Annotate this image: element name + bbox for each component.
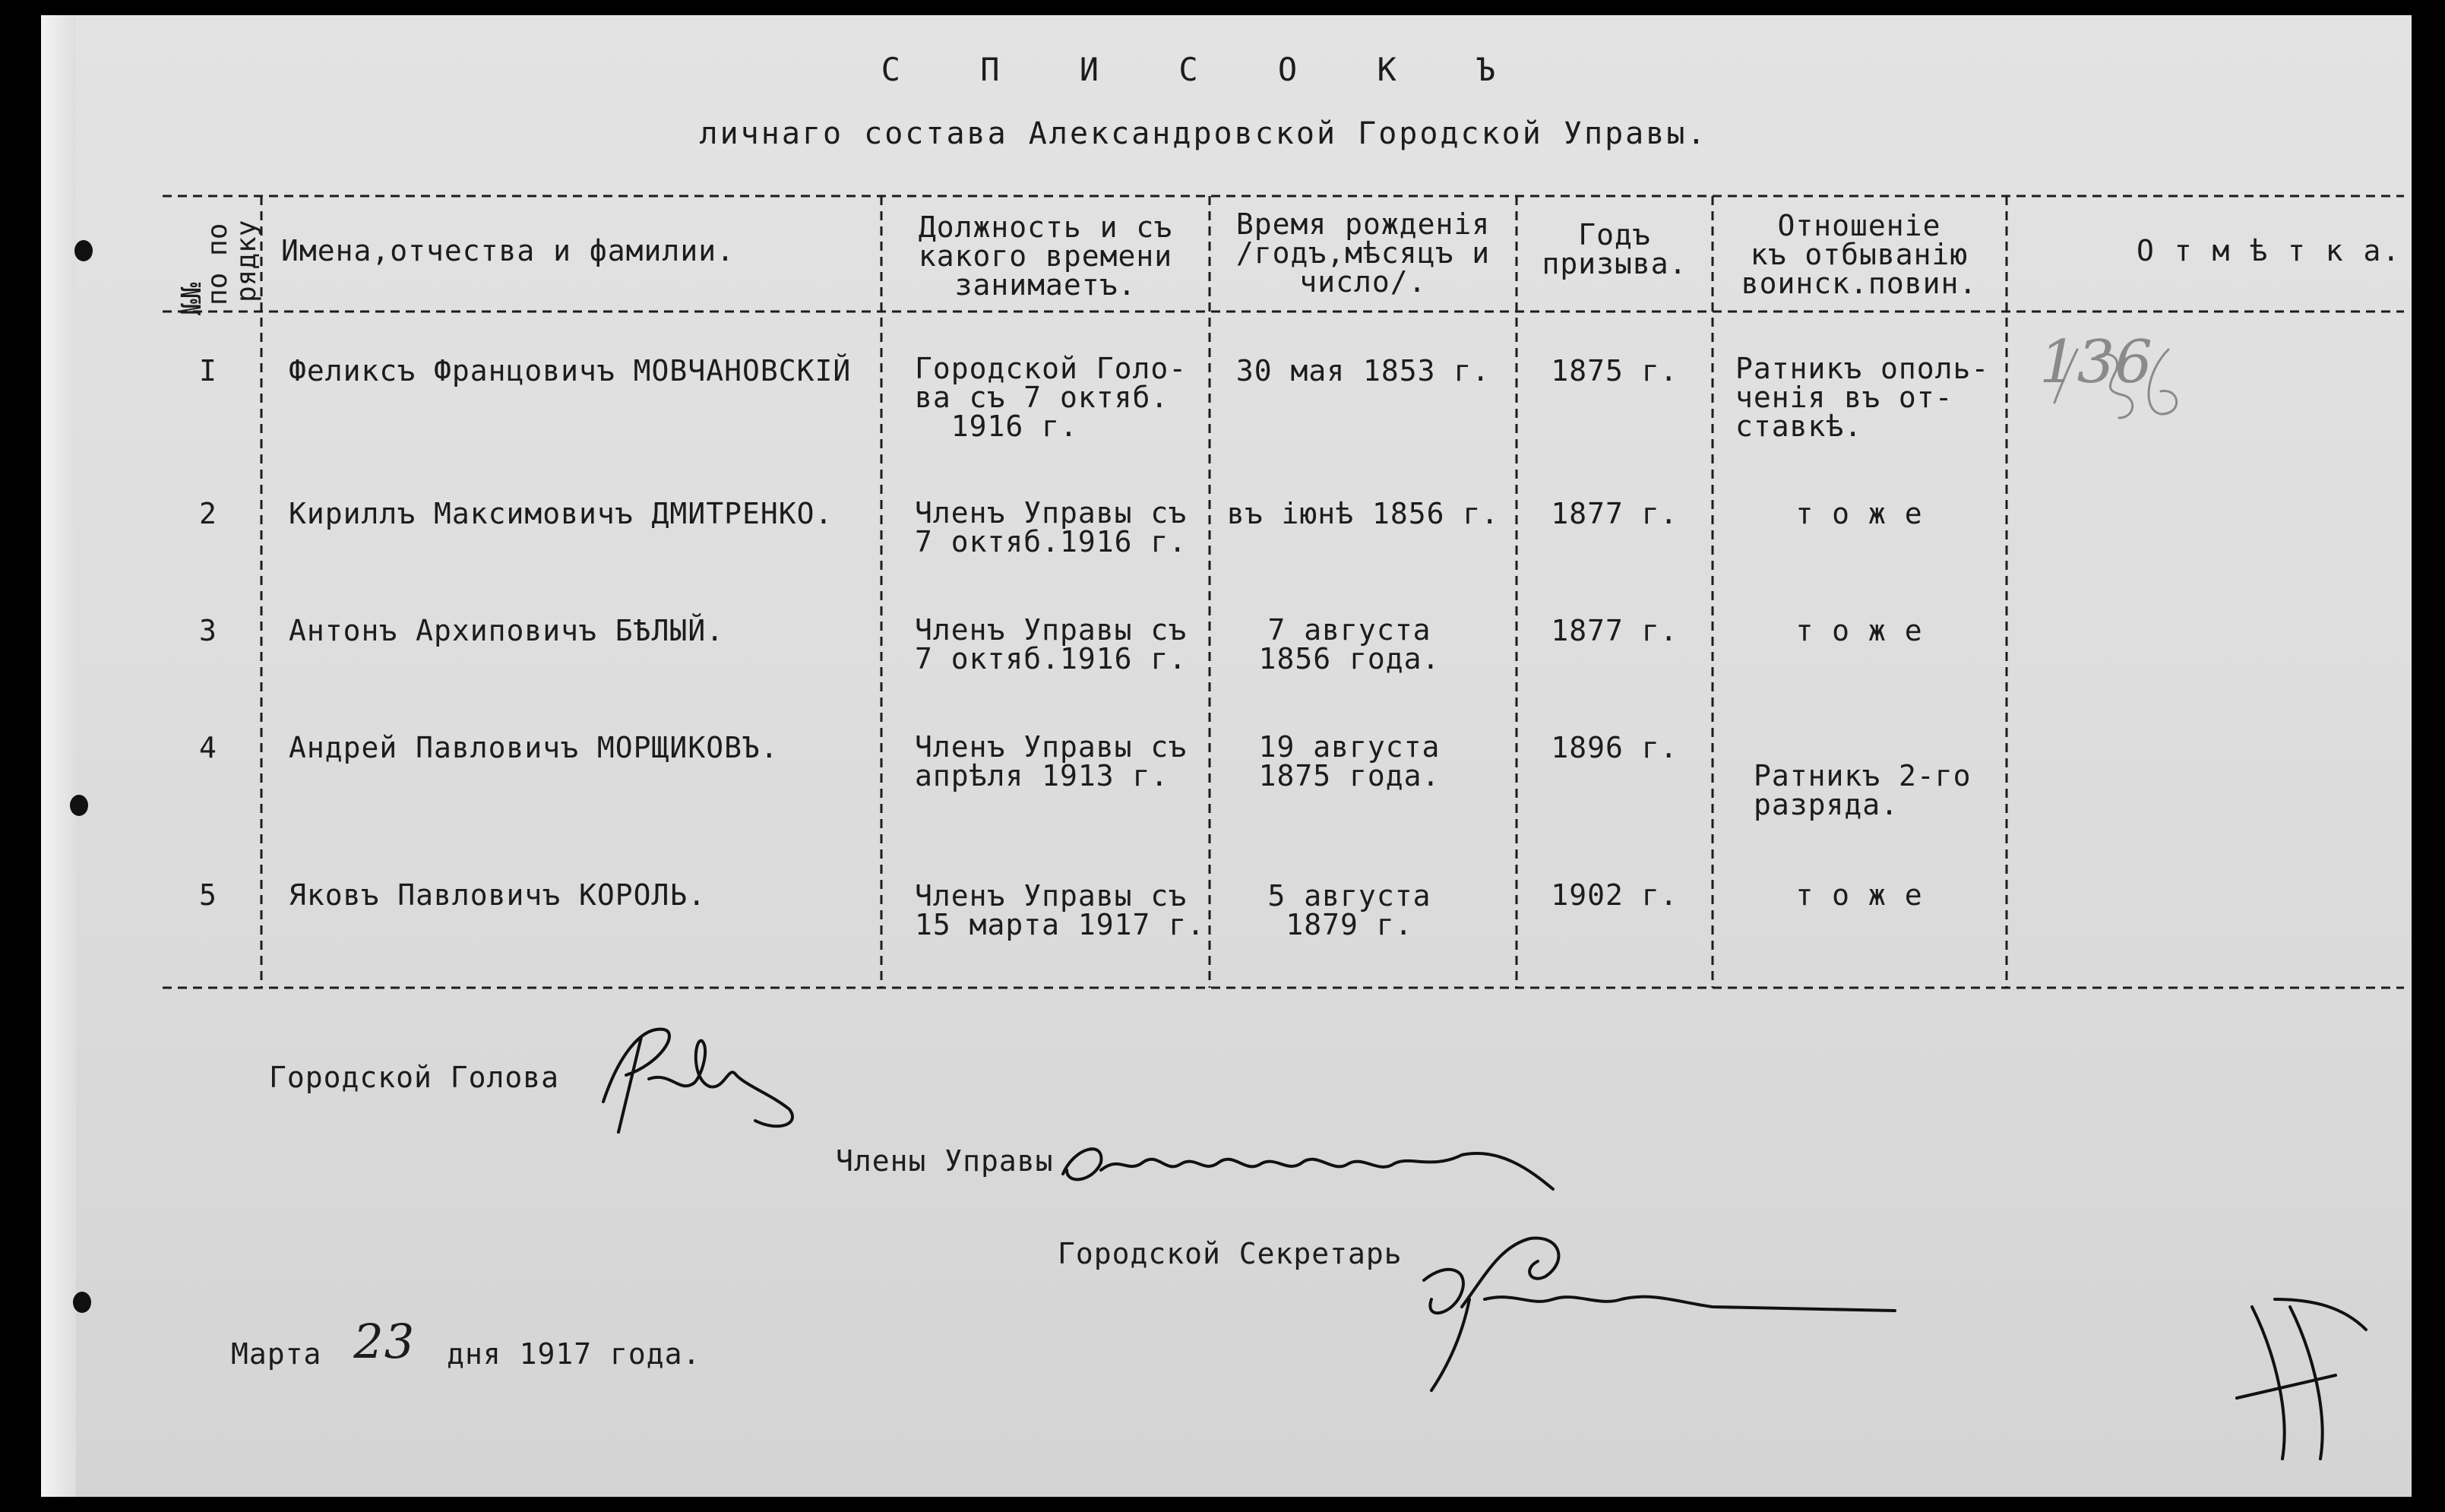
header-names: Имена,отчества и фамилии. [281,234,735,267]
row-number: 2 [199,497,217,530]
row-number: 4 [199,731,217,764]
header-position: Должность и съ какого времени занимаетъ. [918,210,1173,302]
date-prefix: Марта [231,1337,322,1371]
date-line [231,1314,701,1371]
row-relation: т о ж е [1795,878,1923,912]
row-number: 3 [199,614,217,647]
row-birth: 30 мая 1853 г. [1235,354,1491,387]
row-relation: Ратникъ ополь- ченія въ от- ставкѣ. [1735,352,1990,443]
row-year: 1896 г. [1551,731,1678,764]
header-number-prefix: №№ [176,282,207,315]
row-year: 1875 г. [1551,354,1678,387]
row-name: Яковъ Павловичъ КОРОЛЬ. [289,878,707,912]
binder-hole [73,1292,91,1313]
header-mark: О т м ѣ т к а. [2137,234,2402,267]
row-birth: 19 августа 1875 года. [1258,730,1441,792]
row-relation: т о ж е [1795,614,1923,647]
head-label: Городской Голова [269,1061,560,1094]
binder-hole [74,240,93,261]
row-birth: въ іюнѣ 1856 г. [1226,497,1500,530]
header-number-line1: по по [202,223,233,305]
secretary-signature [1424,1238,1895,1390]
row-number: 5 [199,878,217,912]
row-number: I [199,354,217,387]
header-relation: Отношеніе къ отбыванію воинск.повин. [1741,209,1978,300]
row-position: Членъ Управы съ 15 марта 1917 г. [915,879,1206,941]
binder-hole [70,795,88,816]
row-birth: 5 августа 1879 г. [1267,879,1431,941]
header-birth: Время рожденія /годъ,мѣсяцъ и число/. [1235,207,1491,299]
row-name: Антонъ Архиповичъ БѢЛЫЙ. [289,614,725,647]
row-name: Андрей Павловичъ МОРЩИКОВЪ. [289,731,779,764]
secretary-label: Городской Секретарь [1058,1237,1403,1270]
row-name: Феликсъ Францовичъ МОВЧАНОВСКІЙ [289,354,852,387]
row-name: Кириллъ Максимовичъ ДМИТРЕНКО. [289,497,833,530]
date-day: 23 [353,1314,416,1369]
row-year: 1902 г. [1551,878,1678,912]
document-subtitle: личнаго состава Александровской Городской Управы. [699,116,1708,151]
date-suffix: дня 1917 года. [447,1337,701,1371]
header-number-line2: рядку [231,220,262,302]
row-position: Членъ Управы съ апрѣля 1913 г. [915,730,1188,792]
row-position: Членъ Управы съ 7 октяб.1916 г. [915,613,1188,675]
document-title: С П И С О К Ъ [881,51,1526,88]
header-year: Годъ призыва. [1542,218,1687,280]
row-year: 1877 г. [1551,614,1678,647]
members-label: Члены Управы [836,1144,1054,1178]
row-relation: Ратникъ 2-го разряда. [1754,759,1972,821]
document-page [41,15,2412,1497]
row-position: Городской Голо- ва съ 7 октяб. 1916 г. [915,352,1188,443]
row-year: 1877 г. [1551,497,1678,530]
row-birth: 7 августа 1856 года. [1258,613,1441,675]
head-signature [603,1030,792,1132]
row-position: Членъ Управы съ 7 октяб.1916 г. [915,496,1188,558]
pencil-note: 136 [2039,328,2152,397]
row-relation: т о ж е [1795,497,1923,530]
members-signature [1063,1149,1553,1189]
